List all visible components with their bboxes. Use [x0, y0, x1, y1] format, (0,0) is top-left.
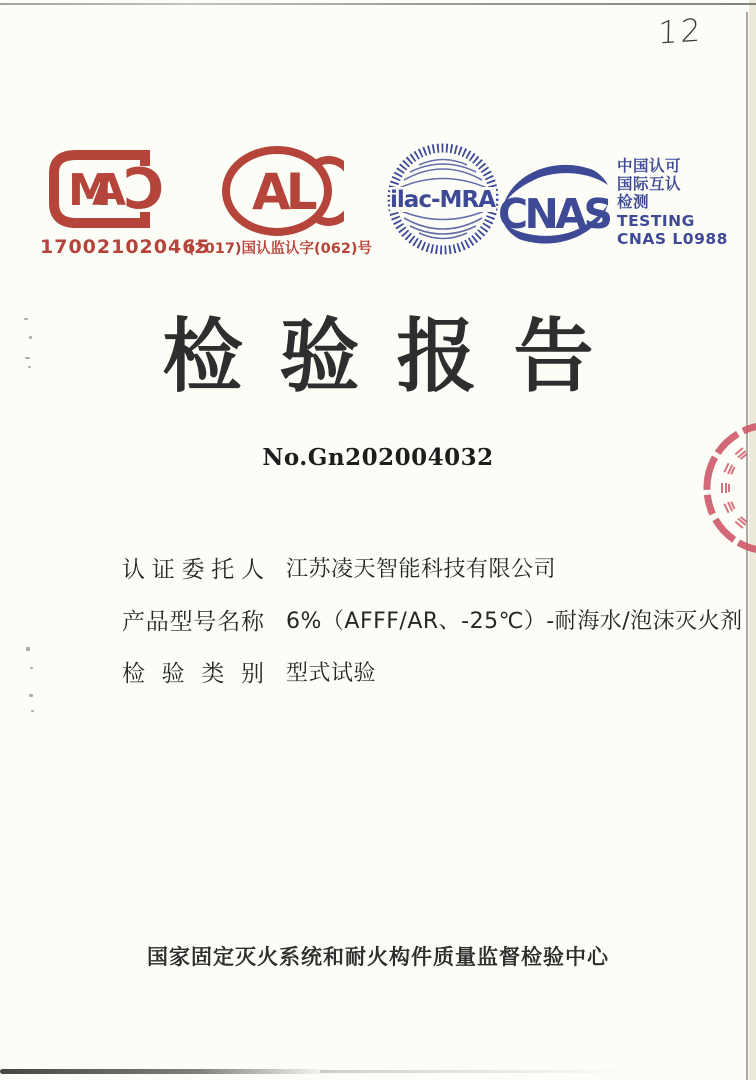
- report-fields: [122, 556, 743, 712]
- field-value-applicant: 江苏凌天智能科技有限公司: [286, 557, 557, 582]
- cma-certificate-number: 170021020465: [40, 236, 211, 258]
- scan-shadow-bottom-faint: [320, 1070, 630, 1073]
- scan-speck: [29, 694, 33, 697]
- cnas-caption-line: 国际互认: [617, 175, 682, 194]
- field-row-product-model: [122, 608, 743, 636]
- cal-caption: (2017)国认监认字(062)号: [187, 241, 373, 257]
- page-title: 检验报告: [162, 310, 631, 403]
- field-label-applicant: 认 证 委 托 人: [122, 557, 264, 583]
- cnas-caption-line: 中国认可: [617, 157, 682, 175]
- cal-letters: AL: [252, 163, 313, 221]
- cnas-caption-line: CNAS L0988: [617, 229, 728, 248]
- field-value-inspection-type: 型式试验: [286, 661, 377, 686]
- scan-speck: [30, 667, 33, 669]
- cma-letter-c: C: [122, 157, 164, 222]
- field-label-product-model: 产 品 型 号 名 称: [122, 609, 264, 635]
- cnas-logo-icon: [497, 154, 613, 256]
- ilac-mra-label: ilac-MRA: [390, 187, 496, 213]
- scan-speck: [31, 710, 34, 712]
- issuing-organization: 国家固定灭火系统和耐火构件质量监督检验中心: [147, 945, 609, 969]
- scan-edge-line-top: [0, 3, 756, 5]
- field-value-product-model: 6%（AFFF/AR、-25℃）-耐海水/泡沫灭火剂: [286, 609, 743, 634]
- field-label-inspection-type: 检 验 类 别: [122, 661, 264, 687]
- field-row-inspection-type: [122, 660, 743, 688]
- cal-logo-icon: [220, 145, 344, 237]
- red-seal-icon: [694, 422, 756, 570]
- scan-speck: [26, 647, 30, 651]
- cnas-caption-block: [617, 157, 728, 248]
- cma-letters-ma: MA: [68, 165, 124, 216]
- cnas-caption-line: TESTING: [617, 211, 695, 230]
- field-row-applicant: [122, 556, 743, 584]
- cnas-letters: CNAS: [498, 190, 612, 238]
- scan-shadow-bottom: [0, 1069, 330, 1074]
- handwritten-page-number: 12: [657, 12, 704, 52]
- ilac-mra-logo-icon: [386, 142, 500, 256]
- cma-logo-icon: [46, 146, 172, 236]
- cnas-caption-line: 检测: [617, 193, 650, 212]
- report-number: No.Gn202004032: [262, 444, 494, 471]
